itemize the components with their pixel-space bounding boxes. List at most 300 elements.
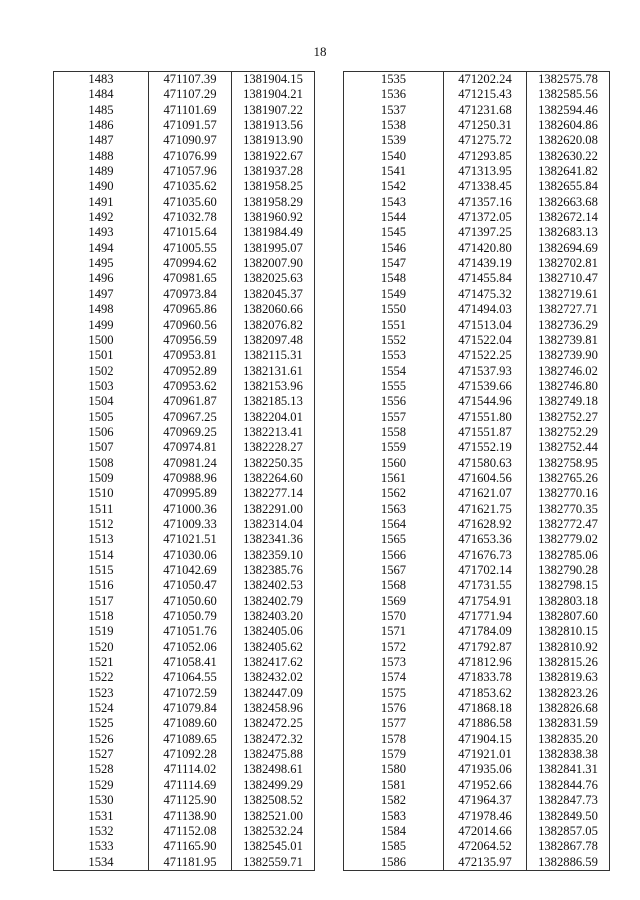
point-number-cell: 1519 [54, 624, 149, 639]
point-number-cell: 1527 [54, 747, 149, 762]
y-coordinate-cell: 1382521.00 [232, 809, 315, 824]
point-number-cell: 1541 [344, 164, 444, 179]
table-row [344, 410, 610, 425]
point-number-cell: 1529 [54, 778, 149, 793]
y-coordinate-cell: 1381913.90 [232, 133, 315, 148]
table-row [54, 379, 315, 394]
y-coordinate-cell: 1382736.29 [527, 318, 610, 333]
point-number-cell: 1538 [344, 118, 444, 133]
table-row [344, 195, 610, 210]
y-coordinate-cell: 1382228.27 [232, 440, 315, 455]
y-coordinate-cell: 1382826.68 [527, 701, 610, 716]
point-number-cell: 1559 [344, 440, 444, 455]
point-number-cell: 1517 [54, 594, 149, 609]
point-number-cell: 1518 [54, 609, 149, 624]
y-coordinate-cell: 1382402.53 [232, 578, 315, 593]
point-number-cell: 1550 [344, 302, 444, 317]
table-row [54, 578, 315, 593]
x-coordinate-cell: 470988.96 [149, 471, 232, 486]
x-coordinate-cell: 471921.01 [444, 747, 527, 762]
x-coordinate-cell: 471978.46 [444, 809, 527, 824]
table-row [344, 425, 610, 440]
x-coordinate-cell: 470981.65 [149, 271, 232, 286]
table-row [54, 701, 315, 716]
point-number-cell: 1548 [344, 271, 444, 286]
y-coordinate-cell: 1382886.59 [527, 855, 610, 871]
point-number-cell: 1501 [54, 348, 149, 363]
x-coordinate-cell: 470981.24 [149, 456, 232, 471]
point-number-cell: 1566 [344, 548, 444, 563]
table-row [54, 855, 315, 871]
x-coordinate-cell: 471021.51 [149, 532, 232, 547]
table-row [54, 118, 315, 133]
y-coordinate-cell: 1382752.29 [527, 425, 610, 440]
point-number-cell: 1568 [344, 578, 444, 593]
x-coordinate-cell: 471092.28 [149, 747, 232, 762]
x-coordinate-cell: 471050.79 [149, 609, 232, 624]
x-coordinate-cell: 471886.58 [444, 716, 527, 731]
table-row [344, 149, 610, 164]
y-coordinate-cell: 1382472.32 [232, 732, 315, 747]
table-row [54, 302, 315, 317]
table-row [344, 824, 610, 839]
point-number-cell: 1496 [54, 271, 149, 286]
point-number-cell: 1525 [54, 716, 149, 731]
point-number-cell: 1530 [54, 793, 149, 808]
y-coordinate-cell: 1382604.86 [527, 118, 610, 133]
x-coordinate-cell: 471455.84 [444, 271, 527, 286]
point-number-cell: 1575 [344, 686, 444, 701]
table-row [344, 686, 610, 701]
point-number-cell: 1505 [54, 410, 149, 425]
y-coordinate-cell: 1382458.96 [232, 701, 315, 716]
x-coordinate-cell: 471101.69 [149, 103, 232, 118]
table-row [344, 563, 610, 578]
y-coordinate-cell: 1382131.61 [232, 364, 315, 379]
table-row [54, 133, 315, 148]
page-number: 18 [313, 44, 327, 59]
table-row [344, 271, 610, 286]
y-coordinate-cell: 1382810.92 [527, 640, 610, 655]
x-coordinate-cell: 471628.92 [444, 517, 527, 532]
x-coordinate-cell: 471313.95 [444, 164, 527, 179]
y-coordinate-cell: 1382835.20 [527, 732, 610, 747]
point-number-cell: 1571 [344, 624, 444, 639]
y-coordinate-cell: 1381995.07 [232, 241, 315, 256]
point-number-cell: 1580 [344, 762, 444, 777]
table-row [54, 287, 315, 302]
y-coordinate-cell: 1382815.26 [527, 655, 610, 670]
x-coordinate-cell: 471420.80 [444, 241, 527, 256]
y-coordinate-cell: 1382844.76 [527, 778, 610, 793]
point-number-cell: 1483 [54, 72, 149, 88]
y-coordinate-cell: 1381984.49 [232, 225, 315, 240]
table-row [344, 133, 610, 148]
y-coordinate-cell: 1382532.24 [232, 824, 315, 839]
table-row [54, 164, 315, 179]
point-number-cell: 1534 [54, 855, 149, 871]
table-row [54, 747, 315, 762]
table-row [54, 793, 315, 808]
table-row [54, 225, 315, 240]
x-coordinate-cell: 471792.87 [444, 640, 527, 655]
y-coordinate-cell: 1382185.13 [232, 394, 315, 409]
table-row [54, 502, 315, 517]
x-coordinate-cell: 470967.25 [149, 410, 232, 425]
y-coordinate-cell: 1382847.73 [527, 793, 610, 808]
point-number-cell: 1556 [344, 394, 444, 409]
point-number-cell: 1536 [344, 87, 444, 102]
point-number-cell: 1586 [344, 855, 444, 871]
y-coordinate-cell: 1382585.56 [527, 87, 610, 102]
x-coordinate-cell: 471202.24 [444, 72, 527, 88]
table-row [344, 732, 610, 747]
y-coordinate-cell: 1382007.90 [232, 256, 315, 271]
table-row [344, 179, 610, 194]
x-coordinate-cell: 471181.95 [149, 855, 232, 871]
y-coordinate-cell: 1382250.35 [232, 456, 315, 471]
x-coordinate-cell: 471812.96 [444, 655, 527, 670]
x-coordinate-cell: 471475.32 [444, 287, 527, 302]
y-coordinate-cell: 1382641.82 [527, 164, 610, 179]
table-row [344, 855, 610, 871]
y-coordinate-cell: 1382663.68 [527, 195, 610, 210]
table-row [54, 532, 315, 547]
x-coordinate-cell: 471539.66 [444, 379, 527, 394]
x-coordinate-cell: 471250.31 [444, 118, 527, 133]
x-coordinate-cell: 471114.69 [149, 778, 232, 793]
x-coordinate-cell: 471089.65 [149, 732, 232, 747]
x-coordinate-cell: 471537.93 [444, 364, 527, 379]
point-number-cell: 1540 [344, 149, 444, 164]
x-coordinate-cell: 471042.69 [149, 563, 232, 578]
x-coordinate-cell: 471868.18 [444, 701, 527, 716]
y-coordinate-cell: 1382277.14 [232, 486, 315, 501]
y-coordinate-cell: 1382702.81 [527, 256, 610, 271]
point-number-cell: 1514 [54, 548, 149, 563]
y-coordinate-cell: 1382790.28 [527, 563, 610, 578]
table-row [344, 241, 610, 256]
point-number-cell: 1576 [344, 701, 444, 716]
table-row [54, 456, 315, 471]
y-coordinate-cell: 1382770.35 [527, 502, 610, 517]
y-coordinate-cell: 1381922.67 [232, 149, 315, 164]
point-number-cell: 1557 [344, 410, 444, 425]
table-row [54, 548, 315, 563]
y-coordinate-cell: 1382831.59 [527, 716, 610, 731]
y-coordinate-cell: 1382432.02 [232, 670, 315, 685]
x-coordinate-cell: 471090.97 [149, 133, 232, 148]
x-coordinate-cell: 471125.90 [149, 793, 232, 808]
point-number-cell: 1521 [54, 655, 149, 670]
point-number-cell: 1511 [54, 502, 149, 517]
table-row [344, 471, 610, 486]
point-number-cell: 1564 [344, 517, 444, 532]
x-coordinate-cell: 471152.08 [149, 824, 232, 839]
table-row [54, 640, 315, 655]
point-number-cell: 1583 [344, 809, 444, 824]
point-number-cell: 1533 [54, 839, 149, 854]
point-number-cell: 1585 [344, 839, 444, 854]
y-coordinate-cell: 1382710.47 [527, 271, 610, 286]
table-row [54, 824, 315, 839]
x-coordinate-cell: 470969.25 [149, 425, 232, 440]
table-row [54, 594, 315, 609]
y-coordinate-cell: 1381958.25 [232, 179, 315, 194]
y-coordinate-cell: 1382264.60 [232, 471, 315, 486]
x-coordinate-cell: 471138.90 [149, 809, 232, 824]
point-number-cell: 1532 [54, 824, 149, 839]
y-coordinate-cell: 1382857.05 [527, 824, 610, 839]
table-row [54, 87, 315, 102]
point-number-cell: 1552 [344, 333, 444, 348]
y-coordinate-cell: 1382867.78 [527, 839, 610, 854]
y-coordinate-cell: 1382508.52 [232, 793, 315, 808]
table-row [344, 640, 610, 655]
x-coordinate-cell: 472014.66 [444, 824, 527, 839]
table-row [344, 762, 610, 777]
y-coordinate-cell: 1382060.66 [232, 302, 315, 317]
point-number-cell: 1579 [344, 747, 444, 762]
point-number-cell: 1491 [54, 195, 149, 210]
point-number-cell: 1495 [54, 256, 149, 271]
x-coordinate-cell: 471952.66 [444, 778, 527, 793]
table-row [344, 72, 610, 88]
table-row [54, 655, 315, 670]
point-number-cell: 1537 [344, 103, 444, 118]
x-coordinate-cell: 470952.89 [149, 364, 232, 379]
y-coordinate-cell: 1382405.06 [232, 624, 315, 639]
y-coordinate-cell: 1382798.15 [527, 578, 610, 593]
x-coordinate-cell: 470953.81 [149, 348, 232, 363]
point-number-cell: 1502 [54, 364, 149, 379]
table-row [54, 471, 315, 486]
table-row [54, 271, 315, 286]
table-row [344, 747, 610, 762]
y-coordinate-cell: 1382779.02 [527, 532, 610, 547]
x-coordinate-cell: 471079.84 [149, 701, 232, 716]
x-coordinate-cell: 471784.09 [444, 624, 527, 639]
x-coordinate-cell: 471089.60 [149, 716, 232, 731]
x-coordinate-cell: 470973.84 [149, 287, 232, 302]
point-number-cell: 1573 [344, 655, 444, 670]
table-row [344, 87, 610, 102]
point-number-cell: 1503 [54, 379, 149, 394]
x-coordinate-cell: 471050.47 [149, 578, 232, 593]
table-row [54, 333, 315, 348]
x-coordinate-cell: 471494.03 [444, 302, 527, 317]
point-number-cell: 1504 [54, 394, 149, 409]
y-coordinate-cell: 1382739.90 [527, 348, 610, 363]
x-coordinate-cell: 471000.36 [149, 502, 232, 517]
table-row [344, 225, 610, 240]
x-coordinate-cell: 471057.96 [149, 164, 232, 179]
x-coordinate-cell: 471621.07 [444, 486, 527, 501]
table-row [344, 379, 610, 394]
x-coordinate-cell: 471904.15 [444, 732, 527, 747]
point-number-cell: 1500 [54, 333, 149, 348]
table-row [54, 609, 315, 624]
table-row [54, 348, 315, 363]
table-row [54, 809, 315, 824]
table-row [54, 670, 315, 685]
table-row [344, 778, 610, 793]
point-number-cell: 1549 [344, 287, 444, 302]
y-coordinate-cell: 1382359.10 [232, 548, 315, 563]
y-coordinate-cell: 1382765.26 [527, 471, 610, 486]
table-row [344, 486, 610, 501]
point-number-cell: 1578 [344, 732, 444, 747]
x-coordinate-cell: 470994.62 [149, 256, 232, 271]
point-number-cell: 1515 [54, 563, 149, 578]
point-number-cell: 1522 [54, 670, 149, 685]
point-number-cell: 1546 [344, 241, 444, 256]
x-coordinate-cell: 471397.25 [444, 225, 527, 240]
table-row [54, 241, 315, 256]
x-coordinate-cell: 471551.80 [444, 410, 527, 425]
point-number-cell: 1565 [344, 532, 444, 547]
point-number-cell: 1486 [54, 118, 149, 133]
y-coordinate-cell: 1382575.78 [527, 72, 610, 88]
x-coordinate-cell: 470965.86 [149, 302, 232, 317]
x-coordinate-cell: 471702.14 [444, 563, 527, 578]
x-coordinate-cell: 472135.97 [444, 855, 527, 871]
y-coordinate-cell: 1382785.06 [527, 548, 610, 563]
table-row [344, 302, 610, 317]
point-number-cell: 1545 [344, 225, 444, 240]
y-coordinate-cell: 1381904.15 [232, 72, 315, 88]
y-coordinate-cell: 1382314.04 [232, 517, 315, 532]
y-coordinate-cell: 1382694.69 [527, 241, 610, 256]
y-coordinate-cell: 1382385.76 [232, 563, 315, 578]
point-number-cell: 1567 [344, 563, 444, 578]
point-number-cell: 1523 [54, 686, 149, 701]
table-row [344, 256, 610, 271]
y-coordinate-cell: 1382749.18 [527, 394, 610, 409]
y-coordinate-cell: 1382746.02 [527, 364, 610, 379]
x-coordinate-cell: 471513.04 [444, 318, 527, 333]
y-coordinate-cell: 1382405.62 [232, 640, 315, 655]
x-coordinate-cell: 471338.45 [444, 179, 527, 194]
point-number-cell: 1512 [54, 517, 149, 532]
y-coordinate-cell: 1382807.60 [527, 609, 610, 624]
table-row [344, 440, 610, 455]
table-row [344, 348, 610, 363]
table-row [344, 594, 610, 609]
table-row [344, 548, 610, 563]
x-coordinate-cell: 471522.25 [444, 348, 527, 363]
table-row [54, 517, 315, 532]
table-row [54, 195, 315, 210]
point-number-cell: 1520 [54, 640, 149, 655]
table-row [344, 333, 610, 348]
point-number-cell: 1543 [344, 195, 444, 210]
table-row [344, 517, 610, 532]
x-coordinate-cell: 470953.62 [149, 379, 232, 394]
x-coordinate-cell: 471275.72 [444, 133, 527, 148]
point-number-cell: 1584 [344, 824, 444, 839]
y-coordinate-cell: 1382620.08 [527, 133, 610, 148]
point-number-cell: 1526 [54, 732, 149, 747]
x-coordinate-cell: 471215.43 [444, 87, 527, 102]
point-number-cell: 1499 [54, 318, 149, 333]
x-coordinate-cell: 471551.87 [444, 425, 527, 440]
y-coordinate-cell: 1382683.13 [527, 225, 610, 240]
y-coordinate-cell: 1382204.01 [232, 410, 315, 425]
x-coordinate-cell: 470961.87 [149, 394, 232, 409]
y-coordinate-cell: 1382097.48 [232, 333, 315, 348]
x-coordinate-cell: 471035.60 [149, 195, 232, 210]
x-coordinate-cell: 471357.16 [444, 195, 527, 210]
y-coordinate-cell: 1382499.29 [232, 778, 315, 793]
point-number-cell: 1551 [344, 318, 444, 333]
x-coordinate-cell: 471580.63 [444, 456, 527, 471]
y-coordinate-cell: 1382025.63 [232, 271, 315, 286]
point-number-cell: 1560 [344, 456, 444, 471]
table-row [344, 394, 610, 409]
point-number-cell: 1577 [344, 716, 444, 731]
point-number-cell: 1528 [54, 762, 149, 777]
y-coordinate-cell: 1382838.38 [527, 747, 610, 762]
x-coordinate-cell: 471653.36 [444, 532, 527, 547]
table-row [344, 716, 610, 731]
y-coordinate-cell: 1381913.56 [232, 118, 315, 133]
point-number-cell: 1484 [54, 87, 149, 102]
x-coordinate-cell: 471853.62 [444, 686, 527, 701]
point-number-cell: 1558 [344, 425, 444, 440]
x-coordinate-cell: 471009.33 [149, 517, 232, 532]
point-number-cell: 1487 [54, 133, 149, 148]
point-number-cell: 1524 [54, 701, 149, 716]
y-coordinate-cell: 1382472.25 [232, 716, 315, 731]
table-row [54, 778, 315, 793]
y-coordinate-cell: 1382417.62 [232, 655, 315, 670]
y-coordinate-cell: 1382823.26 [527, 686, 610, 701]
table-row [344, 609, 610, 624]
table-row [344, 701, 610, 716]
y-coordinate-cell: 1382849.50 [527, 809, 610, 824]
y-coordinate-cell: 1382403.20 [232, 609, 315, 624]
x-coordinate-cell: 471293.85 [444, 149, 527, 164]
point-number-cell: 1531 [54, 809, 149, 824]
y-coordinate-cell: 1382291.00 [232, 502, 315, 517]
table-row [344, 502, 610, 517]
y-coordinate-cell: 1382341.36 [232, 532, 315, 547]
x-coordinate-cell: 471107.39 [149, 72, 232, 88]
table-row [54, 486, 315, 501]
y-coordinate-cell: 1382630.22 [527, 149, 610, 164]
point-number-cell: 1553 [344, 348, 444, 363]
table-row [54, 425, 315, 440]
point-number-cell: 1497 [54, 287, 149, 302]
x-coordinate-cell: 471231.68 [444, 103, 527, 118]
table-row [54, 732, 315, 747]
x-coordinate-cell: 471005.55 [149, 241, 232, 256]
point-number-cell: 1510 [54, 486, 149, 501]
point-number-cell: 1581 [344, 778, 444, 793]
point-number-cell: 1493 [54, 225, 149, 240]
y-coordinate-cell: 1382594.46 [527, 103, 610, 118]
table-row [54, 210, 315, 225]
coordinates-table-left [53, 71, 315, 871]
x-coordinate-cell: 471035.62 [149, 179, 232, 194]
x-coordinate-cell: 471050.60 [149, 594, 232, 609]
x-coordinate-cell: 471552.19 [444, 440, 527, 455]
table-row [344, 318, 610, 333]
x-coordinate-cell: 471030.06 [149, 548, 232, 563]
x-coordinate-cell: 471052.06 [149, 640, 232, 655]
table-row [344, 164, 610, 179]
